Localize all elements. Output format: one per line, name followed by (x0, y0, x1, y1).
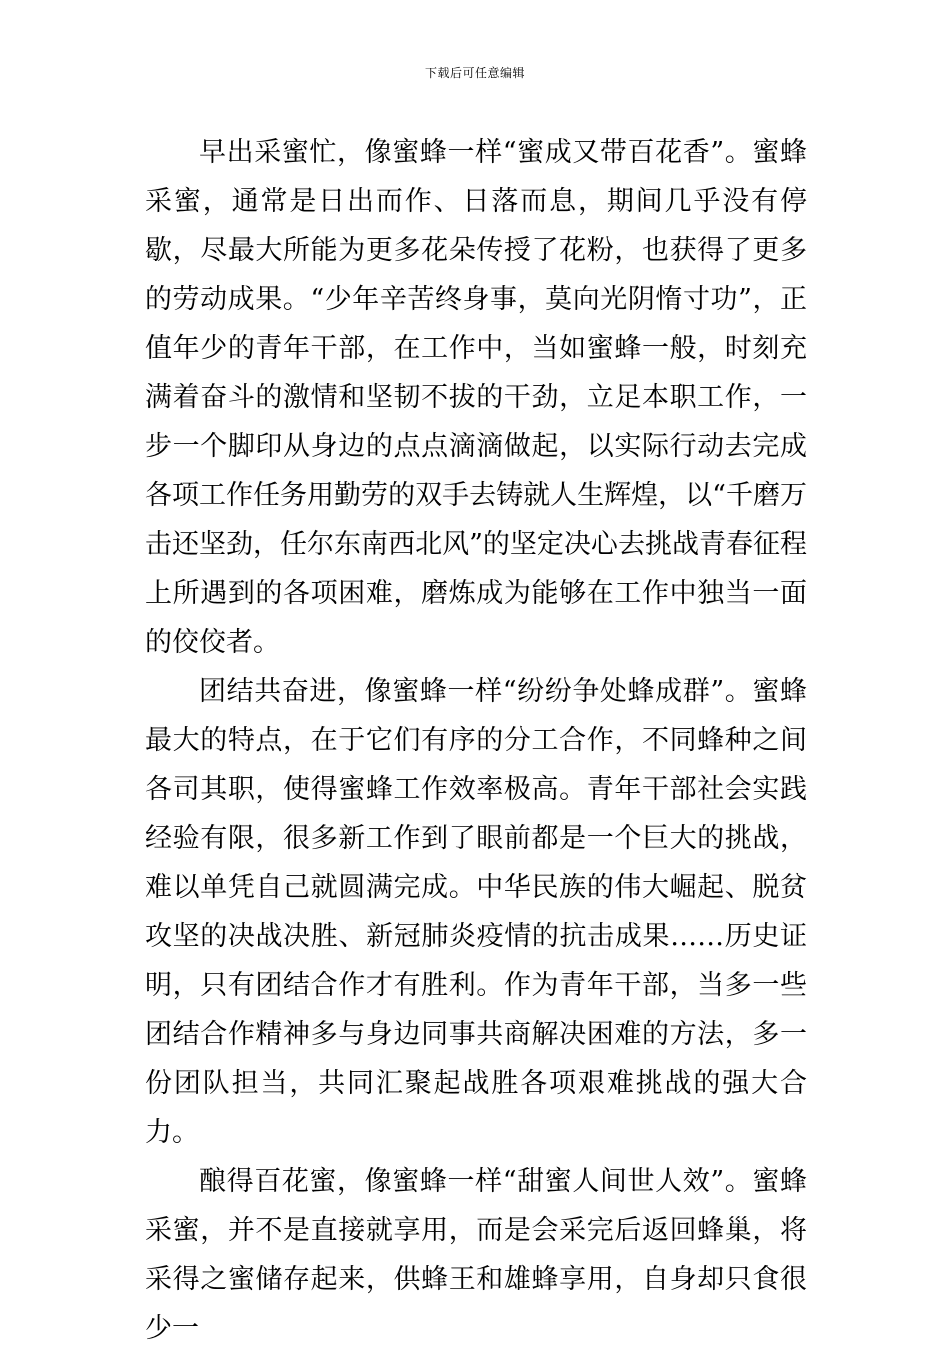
document-body (145, 128, 807, 1353)
paragraph-1: 早出采蜜忙，像蜜蜂一样“蜜成又带百花香”。蜜蜂采蜜，通常是日出而作、日落而息，期间几乎没有停歇，尽最大所能为更多花朵传授了花粉，也获得了更多的劳动成果。“少年辛苦终身事，莫向光阴惰寸功”，正值年少的青年干部，在工作中，当如蜜蜂一般，时刻充满着奋斗的激情和坚韧不拔的干劲，立足本职工作，一步一个脚印从身边的点点滴滴做起，以实际行动去完成各项工作任务用勤劳的双手去铸就人生辉煌，以“千磨万击还坚劲，任尔东南西北风”的坚定决心去挑战青春征程上所遇到的各项困难，磨炼成为能够在工作中独当一面的佼佼者。 (145, 137, 807, 658)
paragraph-2: 团结共奋进，像蜜蜂一样“纷纷争处蜂成群”。蜜蜂最大的特点，在于它们有序的分工合作，不同蜂种之间各司其职，使得蜜蜂工作效率极高。青年干部社会实践经验有限，很多新工作到了眼前都是一个巨大的挑战，难以单凭自己就圆满完成。中华民族的伟大崛起、脱贫攻坚的决战决胜、新冠肺炎疫情的抗击成果……历史证明，只有团结合作才有胜利。作为青年干部，当多一些团结合作精神多与身边同事共商解决困难的方法，多一份团队担当，共同汇聚起战胜各项艰难挑战的强大合力。 (145, 676, 807, 1148)
header-note: 下载后可任意编辑 (424, 66, 525, 80)
paragraph-3: 酿得百花蜜，像蜜蜂一样“甜蜜人间世人效”。蜜蜂采蜜，并不是直接就享用，而是会采完后返回蜂巢，将采得之蜜储存起来，供蜂王和雄蜂享用，自身却只食很少一 (145, 1166, 807, 1344)
